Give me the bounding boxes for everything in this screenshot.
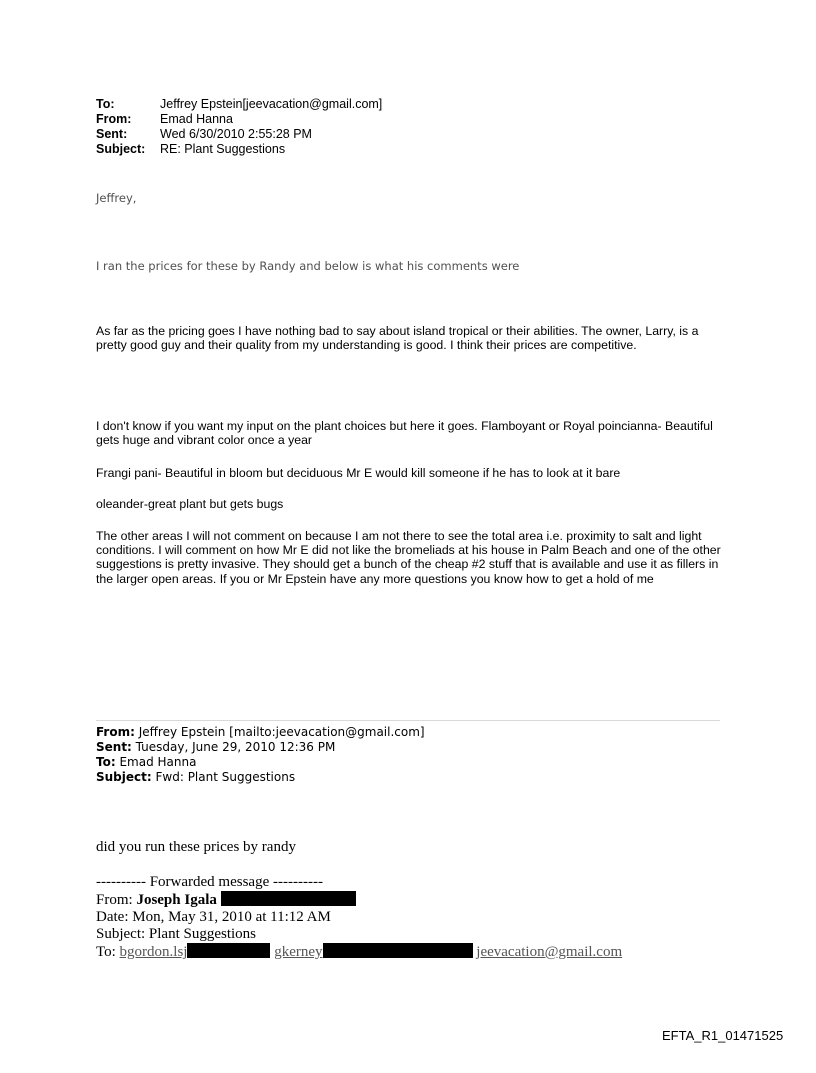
paragraph-frangipani: Frangi pani- Beautiful in bloom but deciduous Mr E would kill someone if he has to look at it bare xyxy=(96,466,621,480)
forwarded-separator: ---------- Forwarded message ---------- xyxy=(96,874,323,890)
quoted-to-row xyxy=(96,755,425,770)
redaction-box xyxy=(187,943,270,958)
quoted-header xyxy=(96,725,425,785)
from-row xyxy=(96,112,382,127)
forwarded-to-row xyxy=(96,943,622,961)
to-link-jeevacation[interactable]: jeevacation@gmail.com xyxy=(476,944,623,960)
subject-value: RE: Plant Suggestions xyxy=(160,142,286,156)
paragraph-pricing: As far as the pricing goes I have nothing bad to say about island tropical or their abilities. The owner, Larry, is a pretty good guy and their quality from my understanding is good. I think their prices are competitive. xyxy=(96,324,699,353)
quote-divider xyxy=(96,720,720,721)
forwarded-from-label: From: xyxy=(96,892,137,908)
quoted-message: did you run these prices by randy xyxy=(96,839,296,855)
to-label: To: xyxy=(96,97,115,111)
quoted-subject-label: Subject: xyxy=(96,770,152,784)
to-row xyxy=(96,97,382,112)
sent-row xyxy=(96,127,382,142)
quoted-sent-label: Sent: xyxy=(96,740,132,754)
to-link-gkerney[interactable]: gkerney xyxy=(274,944,323,960)
quoted-to-label: To: xyxy=(96,755,116,769)
forwarded-block xyxy=(96,874,622,961)
quoted-subject-value: Fwd: Plant Suggestions xyxy=(151,770,296,784)
sent-label: Sent: xyxy=(96,127,128,141)
subject-row xyxy=(96,142,382,157)
document-id: EFTA_R1_01471525 xyxy=(662,1028,784,1043)
quoted-sent-row xyxy=(96,740,425,755)
subject-label: Subject: xyxy=(96,142,146,156)
to-link-bgordon[interactable]: bgordon.lsj xyxy=(119,944,188,960)
quoted-from-row xyxy=(96,725,425,740)
forwarded-subject: Subject: Plant Suggestions xyxy=(96,926,257,942)
forwarded-to-label: To: xyxy=(96,944,120,960)
quoted-subject-row xyxy=(96,770,425,785)
from-label: From: xyxy=(96,112,132,126)
forwarded-from-name: Joseph Igala xyxy=(136,892,217,908)
salutation: Jeffrey, xyxy=(96,191,137,205)
intro-line: I ran the prices for these by Randy and below is what his comments were xyxy=(96,259,520,273)
redaction-box xyxy=(221,891,356,906)
sent-value: Wed 6/30/2010 2:55:28 PM xyxy=(160,127,312,141)
redaction-box xyxy=(323,943,473,958)
quoted-sent-value: Tuesday, June 29, 2010 12:36 PM xyxy=(131,740,336,754)
email-header xyxy=(96,97,382,157)
forwarded-from-row xyxy=(96,891,622,909)
paragraph-plant-choices: I don't know if you want my input on the plant choices but here it goes. Flamboyant or Royal poincianna- Beautiful gets huge and vibrant color once a year xyxy=(96,419,713,448)
to-value: Jeffrey Epstein[jeevacation@gmail.com] xyxy=(160,97,383,111)
quoted-to-value: Emad Hanna xyxy=(115,755,197,769)
paragraph-oleander: oleander-great plant but gets bugs xyxy=(96,497,284,511)
paragraph-other-areas: The other areas I will not comment on because I am not there to see the total area i.e. proximity to salt and light conditions. I will comment on how Mr E did not like the bromeliads at his house in Palm Beach and one of the other suggestions is pretty invasive. They should get a bunch of the cheap #2 stuff that is available and use it as fillers in the larger open areas. If you or Mr Epstein have any more questions you know how to get a hold of me xyxy=(96,529,721,586)
forwarded-date: Date: Mon, May 31, 2010 at 11:12 AM xyxy=(96,909,331,925)
quoted-from-value: Jeffrey Epstein [mailto:jeevacation@gmail.com] xyxy=(134,725,425,739)
from-value: Emad Hanna xyxy=(160,112,233,126)
quoted-from-label: From: xyxy=(96,725,135,739)
